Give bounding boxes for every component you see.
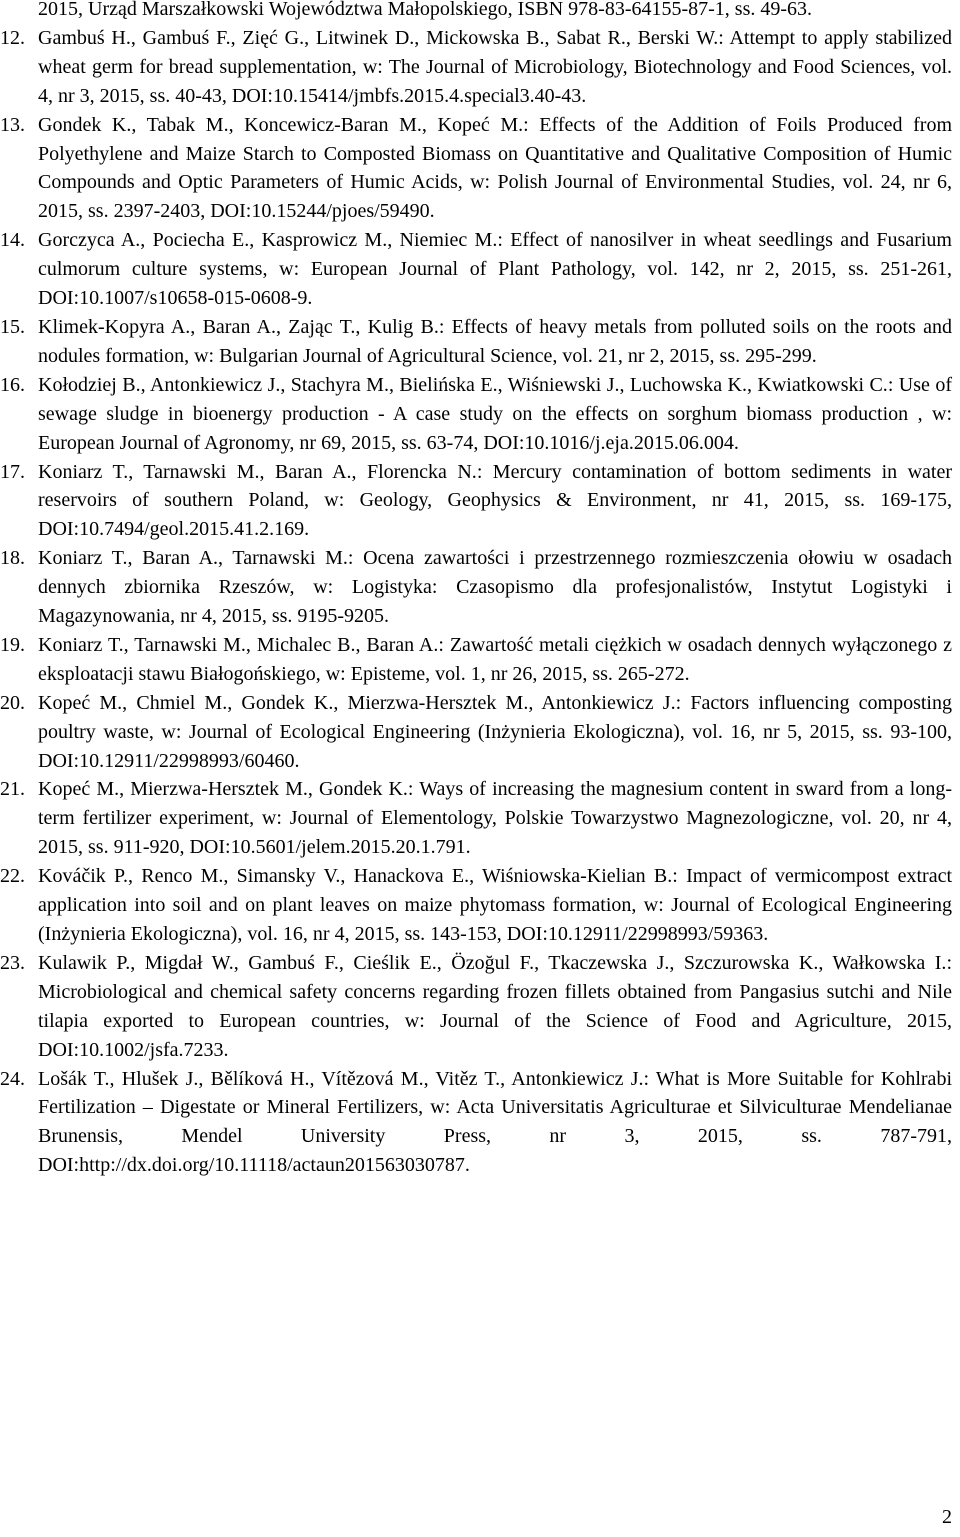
entry-body bbox=[38, 775, 952, 862]
bibliography-entry bbox=[0, 458, 952, 545]
entry-body bbox=[38, 226, 952, 313]
entry-number: 17. bbox=[0, 460, 25, 483]
page-number: 2 bbox=[942, 1506, 952, 1528]
entry-citation: : Effects of the Addition of Foils Produced from Polyethylene and Maize Starch to Composted Biomass on Quantitative and Qualitative Composition of Humic Compounds and Optic Parameters of Humic Acids, w: Polish Journal of Environmental Studies, vol. 24, nr 6, 2015, ss. 2397-2403, DOI:10.15244/pjoes/59490. bbox=[38, 113, 953, 223]
bibliography-entry bbox=[0, 0, 952, 24]
entry-authors: Kopeć M., Mierzwa-Hersztek M., Gondek K. bbox=[38, 778, 408, 801]
entry-citation: : Effects of heavy metals from polluted soils on the roots and nodules formation, w: Bulgarian Journal of Agricultural Science, vol. 21, nr 2, 2015, ss. 295-299. bbox=[38, 315, 952, 367]
entry-authors: Kulawik P., Migdał W., Gambuś F., Cieślik E., Özoğul F., Tkaczewska J., Szczurowska K., Wałkowska I. bbox=[38, 951, 947, 974]
entry-body bbox=[38, 689, 952, 776]
entry-citation: : Effect of nanosilver in wheat seedlings and Fusarium culmorum culture systems, w: European Journal of Plant Pathology, vol. 142, nr 2, 2015, ss. 251-261, DOI:10.1007/s10658-015-0608-9. bbox=[38, 229, 952, 310]
entry-citation: : Attempt to apply stabilized wheat germ for bread supplementation, w: The Journal of Microbiology, Biotechnology and Food Sciences, vol. 4, nr 3, 2015, ss. 40-43, DOI:10.15414/jmbfs.2015.4.special3.40-43. bbox=[38, 26, 952, 107]
entry-authors: Kováčik P., Renco M., Simansky V., Hanackova E., Wiśniowska-Kielian B. bbox=[38, 865, 673, 888]
entry-body bbox=[38, 111, 952, 227]
bibliography-entry bbox=[0, 24, 952, 111]
entry-number: 19. bbox=[0, 633, 25, 656]
entry-number: 20. bbox=[0, 691, 25, 714]
entry-authors: Lošák T., Hlušek J., Bělíková H., Vítězová M., Vitěz T., Antonkiewicz J. bbox=[38, 1067, 644, 1090]
bibliography-entry bbox=[0, 862, 952, 949]
entry-number: 18. bbox=[0, 547, 25, 570]
entry-body bbox=[38, 371, 952, 458]
entry-body bbox=[38, 1065, 952, 1181]
entry-number: 13. bbox=[0, 113, 25, 136]
bibliography-entry bbox=[0, 226, 952, 313]
entry-citation: : Ways of increasing the magnesium content in sward from a long-term fertilizer experiment, w: Journal of Elementology, Polskie Towarzystwo Magnezologiczne, vol. 20, nr 4, 2015, ss. 911-920, DOI:10.5601/jelem.2015.20.1.791. bbox=[38, 778, 952, 859]
entry-body bbox=[38, 313, 952, 371]
entry-citation: : Microbiological and chemical safety concerns regarding frozen fillets obtained from Pangasius sutchi and Nile tilapia exported to European countries, w: Journal of the Science of Food and Agriculture, 2015, DOI:10.1002/jsfa.7233. bbox=[38, 951, 952, 1061]
entry-citation: 2015, Urząd Marszałkowski Województwa Małopolskiego, ISBN 978-83-64155-87-1, ss. 49-63. bbox=[38, 0, 813, 20]
entry-number: 16. bbox=[0, 373, 25, 396]
bibliography-entry bbox=[0, 775, 952, 862]
bibliography-entry bbox=[0, 111, 952, 227]
entry-authors: Kołodziej B., Antonkiewicz J., Stachyra M., Bielińska E., Wiśniewski J., Luchowska K., Kwiatkowski C. bbox=[38, 373, 888, 396]
entry-number: 15. bbox=[0, 315, 25, 338]
entry-authors: Kopeć M., Chmiel M., Gondek K., Mierzwa-Hersztek M., Antonkiewicz J. bbox=[38, 691, 676, 714]
bibliography-entry bbox=[0, 313, 952, 371]
entry-body bbox=[38, 0, 952, 24]
entry-citation: : Factors influencing composting poultry waste, w: Journal of Ecological Engineering (Inżynieria Ekologiczna), vol. 16, nr 5, 2015, ss. 93-100, DOI:10.12911/22998993/60460. bbox=[38, 691, 952, 772]
entry-number: 22. bbox=[0, 865, 25, 888]
entry-body bbox=[38, 949, 952, 1065]
entry-citation: : Mercury contamination of bottom sediments in water reservoirs of southern Poland, w: Geology, Geophysics & Environment, nr 41, 2015, ss. 169-175, DOI:10.7494/geol.2015.41.2.169. bbox=[38, 460, 953, 541]
bibliography-entry bbox=[0, 371, 952, 458]
entry-body bbox=[38, 24, 952, 111]
entry-body bbox=[38, 458, 952, 545]
bibliography-entry bbox=[0, 949, 952, 1065]
entry-body bbox=[38, 544, 952, 631]
entry-citation: : Zawartość metali ciężkich w osadach dennych wyłączonego z eksploatacji stawu Białogońskiego, w: Episteme, vol. 1, nr 26, 2015, ss. 265-272. bbox=[38, 633, 952, 685]
bibliography-entry bbox=[0, 1065, 952, 1181]
bibliography-entry bbox=[0, 689, 952, 776]
entry-number: 23. bbox=[0, 951, 25, 974]
entry-authors: Gondek K., Tabak M., Koncewicz-Baran M., Kopeć M. bbox=[38, 113, 524, 136]
entry-authors: Koniarz T., Tarnawski M., Baran A., Florencka N. bbox=[38, 460, 477, 483]
entry-number: 24. bbox=[0, 1067, 25, 1090]
entry-authors: Gambuś H., Gambuś F., Zięć G., Litwinek D., Mickowska B., Sabat R., Berski W. bbox=[38, 26, 719, 49]
entry-citation: : Impact of vermicompost extract application into soil and on plant leaves on maize phytomass formation, w: Journal of Ecological Engineering (Inżynieria Ekologiczna), vol. 16, nr 4, 2015, ss. 143-153, DOI:10.12911/22998993/59363. bbox=[38, 865, 953, 945]
entry-body bbox=[38, 862, 952, 949]
bibliography-entry bbox=[0, 544, 952, 631]
entry-number: 14. bbox=[0, 229, 25, 252]
entry-authors: Gorczyca A., Pociecha E., Kasprowicz M., Niemiec M. bbox=[38, 229, 498, 252]
entry-citation: : Use of sewage sludge in bioenergy production - A case study on the effects on sorghum biomass production , w: European Journal of Agronomy, nr 69, 2015, ss. 63-74, DOI:10.1016/j.eja.2015.06.004. bbox=[38, 373, 952, 454]
entry-citation: : What is More Suitable for Kohlrabi Fertilization – Digestate or Mineral Fertilizers, w: Acta Universitatis Agriculturae et Silviculturae Mendelianae Brunensis, Mendel University Press, nr 3, 2015, ss. 787-791, DOI:http://dx.doi.org/10.11118/actaun201563030787. bbox=[38, 1067, 952, 1177]
entry-authors: Klimek-Kopyra A., Baran A., Zając T., Kulig B. bbox=[38, 315, 439, 338]
entry-authors: Koniarz T., Baran A., Tarnawski M. bbox=[38, 547, 348, 570]
bibliography-entry bbox=[0, 631, 952, 689]
entry-body bbox=[38, 631, 952, 689]
entry-number: 12. bbox=[0, 26, 25, 49]
entry-authors: Koniarz T., Tarnawski M., Michalec B., Baran A. bbox=[38, 633, 439, 656]
entry-citation: : Ocena zawartości i przestrzennego rozmieszczenia ołowiu w osadach dennych zbiornika Rzeszów, w: Logistyka: Czasopismo dla profesjonalistów, Instytut Logistyki i Magazynowania, nr 4, 2015, ss. 9195-9205. bbox=[38, 547, 952, 628]
entry-number: 21. bbox=[0, 778, 25, 801]
